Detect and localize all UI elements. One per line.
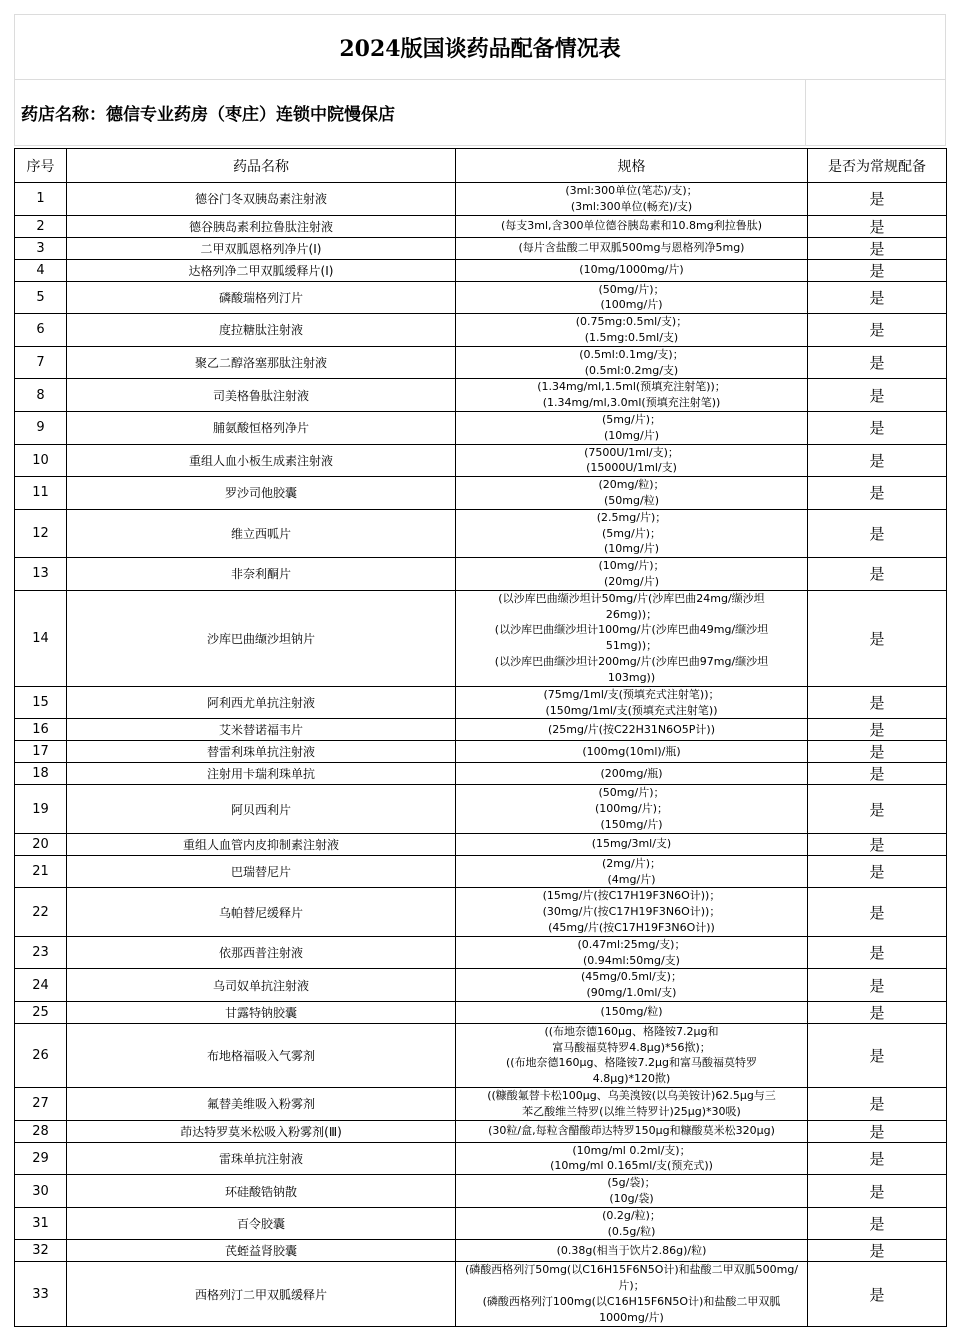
table-row [15, 1240, 947, 1262]
stocked-flag: 是 [808, 1175, 947, 1208]
store-row [14, 80, 946, 146]
drug-name: 德谷胰岛素利拉鲁肽注射液 [67, 215, 456, 237]
drug-spec: (50mg/片)； (100mg/片) [456, 281, 808, 314]
stocked-flag: 是 [808, 763, 947, 785]
drug-spec: (每片含盐酸二甲双胍500mg与恩格列净5mg) [456, 237, 808, 259]
table-row [15, 1120, 947, 1142]
drug-spec: (50mg/片)； (100mg/片)； (150mg/片) [456, 785, 808, 833]
stocked-flag: 是 [808, 888, 947, 936]
drug-name: 依那西普注射液 [67, 936, 456, 969]
drug-name: 重组人血管内皮抑制素注射液 [67, 833, 456, 855]
row-number: 2 [15, 215, 67, 237]
table-row [15, 719, 947, 741]
drug-spec: (1.34mg/ml,1.5ml(预填充注射笔))； (1.34mg/ml,3.0ml(预填充注射笔)) [456, 379, 808, 412]
drug-name: 乌帕替尼缓释片 [67, 888, 456, 936]
table-row [15, 969, 947, 1002]
drug-name: 聚乙二醇洛塞那肽注射液 [67, 346, 456, 379]
stocked-flag: 是 [808, 1240, 947, 1262]
row-number: 30 [15, 1175, 67, 1208]
drug-name: 磷酸瑞格列汀片 [67, 281, 456, 314]
table-row [15, 833, 947, 855]
drug-spec: (以沙库巴曲缬沙坦计50mg/片(沙库巴曲24mg/缬沙坦 26mg))； (以沙库巴曲缬沙坦计100mg/片(沙库巴曲49mg/缬沙坦 51mg))； (以沙库巴曲缬沙坦计200mg/片(沙库巴曲97mg/缬沙坦 103mg)) [456, 590, 808, 686]
drug-name: 甘露特钠胶囊 [67, 1001, 456, 1023]
row-number: 25 [15, 1001, 67, 1023]
stocked-flag: 是 [808, 785, 947, 833]
drug-spec: ((糠酸氟替卡松100μg、乌美溴铵(以乌美铵计)62.5μg与三 苯乙酸维兰特罗(以维兰特罗计)25μg)*30吸) [456, 1088, 808, 1121]
table-row [15, 237, 947, 259]
drug-spec: (5g/袋)； (10g/袋) [456, 1175, 808, 1208]
row-number: 22 [15, 888, 67, 936]
table-row [15, 686, 947, 719]
stocked-flag: 是 [808, 183, 947, 216]
drug-name: 维立西呱片 [67, 509, 456, 557]
row-number: 19 [15, 785, 67, 833]
table-row [15, 763, 947, 785]
drug-spec: (3ml:300单位(笔芯)/支)； (3ml:300单位(畅充)/支) [456, 183, 808, 216]
stocked-flag: 是 [808, 969, 947, 1002]
drug-name: 二甲双胍恩格列净片(Ⅰ) [67, 237, 456, 259]
row-number: 15 [15, 686, 67, 719]
row-number: 1 [15, 183, 67, 216]
drug-name: 阿贝西利片 [67, 785, 456, 833]
drug-spec: (100mg(10ml)/瓶) [456, 741, 808, 763]
drug-spec: (200mg/瓶) [456, 763, 808, 785]
table-row [15, 444, 947, 477]
stocked-flag: 是 [808, 411, 947, 444]
drug-name: 重组人血小板生成素注射液 [67, 444, 456, 477]
table-row [15, 346, 947, 379]
page-title: 2024版国谈药品配备情况表 [14, 14, 946, 80]
header-stocked: 是否为常规配备 [808, 149, 947, 183]
row-number: 8 [15, 379, 67, 412]
row-number: 31 [15, 1207, 67, 1240]
drug-spec: (0.2g/粒)； (0.5g/粒) [456, 1207, 808, 1240]
table-row [15, 1142, 947, 1175]
table-row [15, 1262, 947, 1326]
drug-name: 西格列汀二甲双胍缓释片 [67, 1262, 456, 1326]
stocked-flag: 是 [808, 1207, 947, 1240]
row-number: 10 [15, 444, 67, 477]
stocked-flag: 是 [808, 833, 947, 855]
row-number: 11 [15, 477, 67, 510]
row-number: 4 [15, 259, 67, 281]
stocked-flag: 是 [808, 1023, 947, 1087]
table-row [15, 183, 947, 216]
row-number: 13 [15, 558, 67, 591]
drug-name: 罗沙司他胶囊 [67, 477, 456, 510]
drug-name: 氟替美维吸入粉雾剂 [67, 1088, 456, 1121]
table-row [15, 1023, 947, 1087]
row-number: 23 [15, 936, 67, 969]
row-number: 16 [15, 719, 67, 741]
row-number: 29 [15, 1142, 67, 1175]
stocked-flag: 是 [808, 314, 947, 347]
table-row [15, 281, 947, 314]
table-row [15, 215, 947, 237]
drug-spec: (10mg/ml 0.2ml/支)； (10mg/ml 0.165ml/支(预充式)) [456, 1142, 808, 1175]
drug-spec: (10mg/1000mg/片) [456, 259, 808, 281]
table-row [15, 741, 947, 763]
table-row [15, 1001, 947, 1023]
drug-name: 非奈利酮片 [67, 558, 456, 591]
row-number: 5 [15, 281, 67, 314]
drug-spec: ((布地奈德160μg、格隆铵7.2μg和 富马酸福莫特罗4.8μg)*56揿)； ((布地奈德160μg、格隆铵7.2μg和富马酸福莫特罗 4.8μg)*120揿) [456, 1023, 808, 1087]
stocked-flag: 是 [808, 1001, 947, 1023]
drug-spec: (45mg/0.5ml/支)； (90mg/1.0ml/支) [456, 969, 808, 1002]
drug-name: 百令胶囊 [67, 1207, 456, 1240]
stocked-flag: 是 [808, 590, 947, 686]
store-empty-cell [805, 80, 945, 145]
drug-table [14, 148, 947, 1327]
stocked-flag: 是 [808, 444, 947, 477]
drug-name: 注射用卡瑞利珠单抗 [67, 763, 456, 785]
table-row [15, 411, 947, 444]
drug-name: 沙库巴曲缬沙坦钠片 [67, 590, 456, 686]
drug-name: 度拉糖肽注射液 [67, 314, 456, 347]
drug-name: 阿利西尤单抗注射液 [67, 686, 456, 719]
stocked-flag: 是 [808, 686, 947, 719]
stocked-flag: 是 [808, 558, 947, 591]
table-row [15, 1175, 947, 1208]
drug-name: 芪蛭益肾胶囊 [67, 1240, 456, 1262]
drug-name: 环硅酸锆钠散 [67, 1175, 456, 1208]
row-number: 33 [15, 1262, 67, 1326]
drug-spec: (10mg/片)； (20mg/片) [456, 558, 808, 591]
drug-spec: (75mg/1ml/支(预填充式注射笔))； (150mg/1ml/支(预填充式注射笔)) [456, 686, 808, 719]
table-row [15, 855, 947, 888]
table-row [15, 785, 947, 833]
stocked-flag: 是 [808, 259, 947, 281]
drug-name: 茚达特罗莫米松吸入粉雾剂(Ⅲ) [67, 1120, 456, 1142]
drug-spec: (30粒/盒,每粒含醋酸茚达特罗150μg和糠酸莫米松320μg) [456, 1120, 808, 1142]
stocked-flag: 是 [808, 281, 947, 314]
drug-spec: (磷酸西格列汀50mg(以C16H15F6N5O计)和盐酸二甲双胍500mg/ 片)； (磷酸西格列汀100mg(以C16H15F6N5O计)和盐酸二甲双胍 1000mg/片) [456, 1262, 808, 1326]
drug-spec: (150mg/粒) [456, 1001, 808, 1023]
table-row [15, 477, 947, 510]
drug-name: 替雷利珠单抗注射液 [67, 741, 456, 763]
stocked-flag: 是 [808, 1262, 947, 1326]
drug-spec: (0.75mg:0.5ml/支)； (1.5mg:0.5ml/支) [456, 314, 808, 347]
table-row [15, 509, 947, 557]
row-number: 28 [15, 1120, 67, 1142]
row-number: 12 [15, 509, 67, 557]
drug-spec: (0.38g(相当于饮片2.86g)/粒) [456, 1240, 808, 1262]
row-number: 21 [15, 855, 67, 888]
drug-name: 巴瑞替尼片 [67, 855, 456, 888]
row-number: 18 [15, 763, 67, 785]
row-number: 14 [15, 590, 67, 686]
stocked-flag: 是 [808, 346, 947, 379]
header-spec: 规格 [456, 149, 808, 183]
drug-spec: (0.5ml:0.1mg/支)； (0.5ml:0.2mg/支) [456, 346, 808, 379]
drug-name: 司美格鲁肽注射液 [67, 379, 456, 412]
row-number: 27 [15, 1088, 67, 1121]
drug-spec: (5mg/片)； (10mg/片) [456, 411, 808, 444]
row-number: 24 [15, 969, 67, 1002]
sheet [14, 14, 946, 1327]
drug-name: 达格列净二甲双胍缓释片(Ⅰ) [67, 259, 456, 281]
table-row [15, 259, 947, 281]
row-number: 7 [15, 346, 67, 379]
row-number: 3 [15, 237, 67, 259]
drug-spec: (2mg/片)； (4mg/片) [456, 855, 808, 888]
table-row [15, 379, 947, 412]
row-number: 32 [15, 1240, 67, 1262]
table-row [15, 314, 947, 347]
header-no: 序号 [15, 149, 67, 183]
row-number: 26 [15, 1023, 67, 1087]
stocked-flag: 是 [808, 741, 947, 763]
table-row [15, 558, 947, 591]
drug-spec: (20mg/粒)； (50mg/粒) [456, 477, 808, 510]
stocked-flag: 是 [808, 379, 947, 412]
stocked-flag: 是 [808, 719, 947, 741]
stocked-flag: 是 [808, 477, 947, 510]
table-row [15, 590, 947, 686]
drug-name: 艾米替诺福韦片 [67, 719, 456, 741]
drug-spec: (0.47ml:25mg/支)； (0.94ml:50mg/支) [456, 936, 808, 969]
stocked-flag: 是 [808, 1120, 947, 1142]
drug-name: 德谷门冬双胰岛素注射液 [67, 183, 456, 216]
stocked-flag: 是 [808, 1142, 947, 1175]
row-number: 6 [15, 314, 67, 347]
drug-name: 乌司奴单抗注射液 [67, 969, 456, 1002]
table-row [15, 1088, 947, 1121]
drug-spec: (15mg/片(按C17H19F3N6O计))； (30mg/片(按C17H19F3N6O计))； (45mg/片(按C17H19F3N6O计)) [456, 888, 808, 936]
row-number: 17 [15, 741, 67, 763]
drug-spec: (7500U/1ml/支)； (15000U/1ml/支) [456, 444, 808, 477]
header-row [15, 149, 947, 183]
row-number: 9 [15, 411, 67, 444]
store-name: 药店名称：德信专业药房（枣庄）连锁中院慢保店 [21, 105, 395, 125]
drug-spec: (25mg/片(按C22H31N6O5P计)) [456, 719, 808, 741]
drug-name: 布地格福吸入气雾剂 [67, 1023, 456, 1087]
stocked-flag: 是 [808, 237, 947, 259]
stocked-flag: 是 [808, 509, 947, 557]
stocked-flag: 是 [808, 936, 947, 969]
drug-name: 雷珠单抗注射液 [67, 1142, 456, 1175]
drug-spec: (15mg/3ml/支) [456, 833, 808, 855]
drug-spec: (2.5mg/片)； (5mg/片)； (10mg/片) [456, 509, 808, 557]
header-name: 药品名称 [67, 149, 456, 183]
table-row [15, 888, 947, 936]
table-row [15, 936, 947, 969]
table-row [15, 1207, 947, 1240]
row-number: 20 [15, 833, 67, 855]
stocked-flag: 是 [808, 1088, 947, 1121]
drug-spec: (每支3ml,含300单位德谷胰岛素和10.8mg利拉鲁肽) [456, 215, 808, 237]
drug-name: 脯氨酸恒格列净片 [67, 411, 456, 444]
stocked-flag: 是 [808, 855, 947, 888]
stocked-flag: 是 [808, 215, 947, 237]
